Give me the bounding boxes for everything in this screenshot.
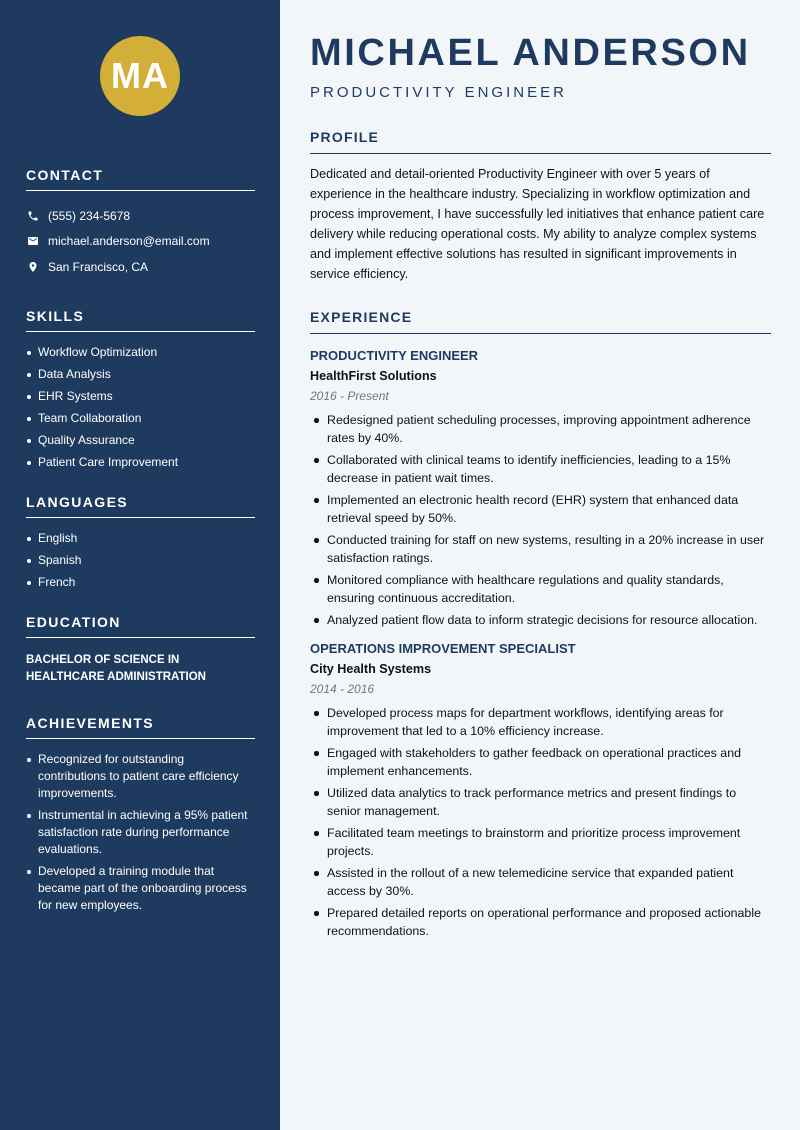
location-text: San Francisco, CA [48,259,149,274]
contact-phone [26,203,255,229]
sidebar [0,0,280,1130]
job-dates: 2016 - Present [310,389,389,403]
experience-heading: EXPERIENCE [310,309,771,334]
skill-item: Data Analysis [26,366,255,383]
job-headline: PRODUCTIVITY ENGINEER [310,84,567,101]
phone-icon [26,209,40,223]
achievement-item: Developed a training module that became part of the onboarding process for new employees. [26,863,255,914]
languages-list [26,530,255,591]
job-title: PRODUCTIVITY ENGINEER [310,348,479,363]
main-content [280,0,800,1130]
language-item: English [26,530,255,547]
achievements-heading: ACHIEVEMENTS [26,715,255,739]
phone-text: (555) 234-5678 [48,208,131,223]
job-bullet: Analyzed patient flow data to inform strategic decisions for resource allocation. [310,611,771,629]
skills-heading: SKILLS [26,308,255,332]
skill-item: EHR Systems [26,388,255,405]
language-item: Spanish [26,552,255,569]
job-bullet: Collaborated with clinical teams to identify inefficiencies, leading to a 15% decrease in patient wait times. [310,451,771,487]
skill-item: Quality Assurance [26,432,255,449]
skill-item: Workflow Optimization [26,344,255,361]
education-degree: BACHELOR OF SCIENCE IN HEALTHCARE ADMINISTRATION [26,653,206,683]
company-name: HealthFirst Solutions [310,369,437,383]
contact-email [26,229,255,255]
job-bullet: Implemented an electronic health record (EHR) system that enhanced data retrieval speed by 50%. [310,491,771,527]
contact-location [26,254,255,280]
job-bullet: Conducted training for staff on new systems, resulting in a 20% increase in user satisfaction ratings. [310,531,771,567]
skill-item: Team Collaboration [26,410,255,427]
location-icon [26,260,40,274]
job-bullet: Monitored compliance with healthcare regulations and quality standards, ensuring continuous accreditation. [310,571,771,607]
job-bullet: Prepared detailed reports on operational performance and proposed actionable recommendations. [310,904,771,940]
achievement-item: Instrumental in achieving a 95% patient satisfaction rate during performance evaluations. [26,807,255,858]
profile-heading: PROFILE [310,129,771,154]
candidate-name: MICHAEL ANDERSON [310,32,751,74]
languages-heading: LANGUAGES [26,494,255,518]
email-text: michael.anderson@email.com [48,234,210,249]
email-icon [26,234,40,248]
achievement-item: Recognized for outstanding contributions to patient care efficiency improvements. [26,751,255,802]
contact-heading: CONTACT [26,167,255,191]
languages-section [26,494,255,591]
skill-item: Patient Care Improvement [26,454,255,471]
profile-text: Dedicated and detail-oriented Productivity Engineer with over 5 years of experience in the healthcare industry. Specializing in workflow optimization and process improvement, I have successfully led initiatives that enhance patient care delivery while reducing operational costs. My ability to analyze complex systems and implement effective solutions has resulted in significant improvements in service efficiency. [310,167,765,281]
job-entry [310,641,771,940]
job-bullets [310,704,771,940]
job-title: OPERATIONS IMPROVEMENT SPECIALIST [310,641,576,656]
job-entry [310,348,771,629]
skills-section [26,308,255,471]
job-bullet: Utilized data analytics to track performance metrics and present findings to senior management. [310,784,771,820]
company-name: City Health Systems [310,662,432,676]
skills-list [26,344,255,471]
language-item: French [26,574,255,591]
achievements-list [26,751,255,914]
education-heading: EDUCATION [26,614,255,638]
job-bullet: Engaged with stakeholders to gather feedback on operational practices and implement enhancements. [310,744,771,780]
job-bullet: Assisted in the rollout of a new telemedicine service that expanded patient access by 30%. [310,864,771,900]
contact-section [26,167,255,280]
job-bullets [310,411,771,629]
job-bullet: Redesigned patient scheduling processes, improving appointment adherence rates by 40%. [310,411,771,447]
avatar: MA [100,36,180,116]
education-section [26,614,255,686]
experience-section [310,309,771,940]
profile-section [310,129,771,284]
job-dates: 2014 - 2016 [310,682,375,696]
achievements-section [26,715,255,914]
job-bullet: Developed process maps for department workflows, identifying areas for improvement that led to a 10% efficiency increase. [310,704,771,740]
job-bullet: Facilitated team meetings to brainstorm and prioritize process improvement projects. [310,824,771,860]
